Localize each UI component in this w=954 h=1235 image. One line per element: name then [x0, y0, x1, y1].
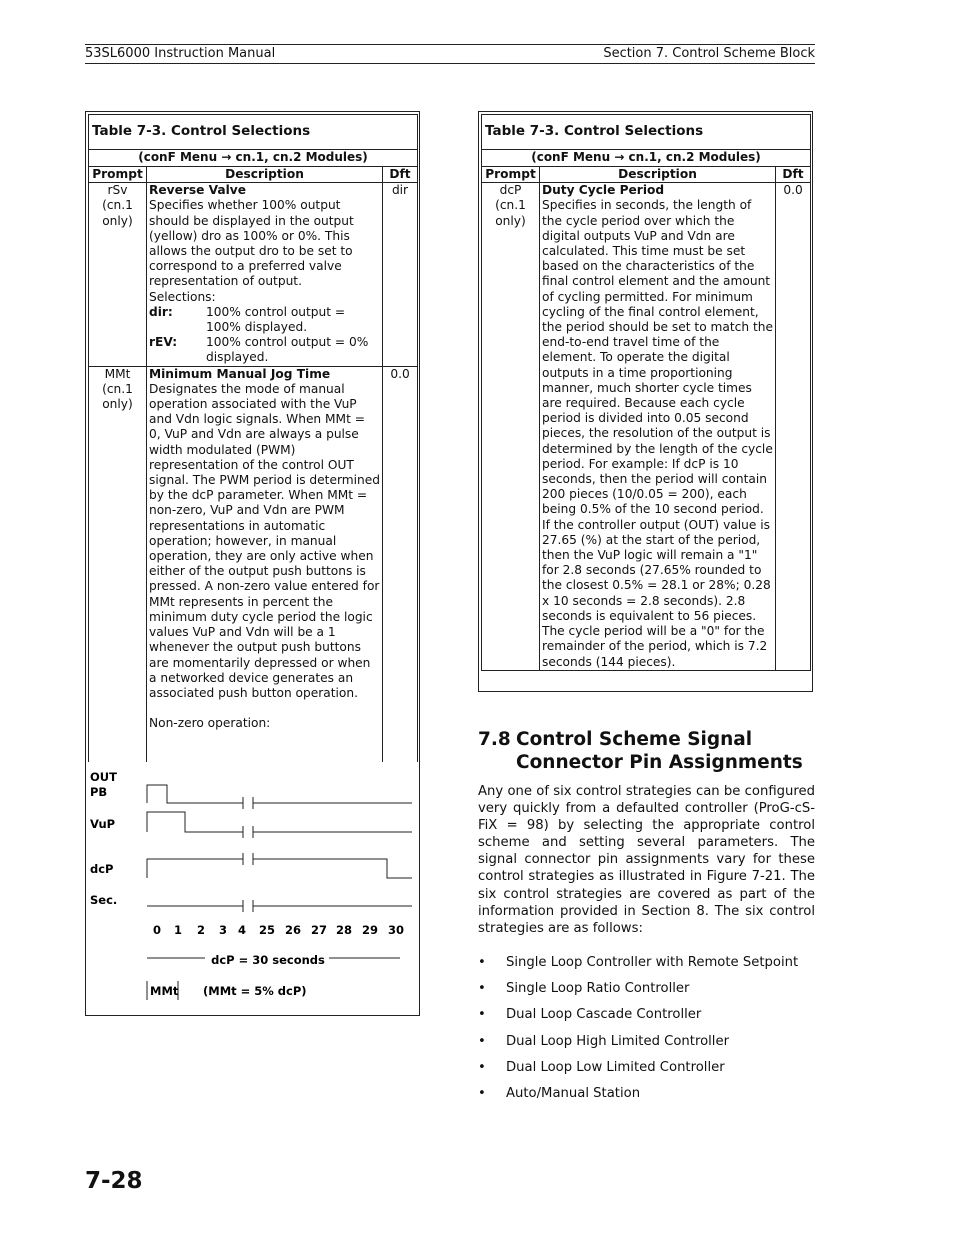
left-control-table — [88, 114, 418, 762]
label-dcp: dcP — [90, 862, 114, 876]
mmt-caption: (MMt = 5% dcP) — [203, 984, 307, 998]
col-header-description: Description — [147, 167, 383, 183]
vup-waveform — [147, 812, 243, 832]
description-cell — [147, 183, 383, 366]
tick-label: 1 — [173, 923, 183, 937]
default-cell: dir — [383, 183, 418, 366]
table-subtitle: (conF Menu → cn.1, cn.2 Modules) — [89, 150, 418, 167]
tick-label: 0 — [152, 923, 162, 937]
timing-diagram — [85, 767, 420, 1016]
label-vup: VuP — [90, 817, 116, 831]
tick-label: 29 — [361, 923, 379, 937]
table-title: Table 7-3. Control Selections — [482, 115, 811, 150]
row-text: Specifies whether 100% output should be displayed in the output (yellow) dro as 100% or 0%. This allows the output dro to be set to correspond to a preferred valve representation of output. — [149, 198, 354, 289]
section-title: Section 7. Control Scheme Block — [603, 46, 815, 61]
tick-label: 3 — [218, 923, 228, 937]
col-header-dft: Dft — [776, 167, 811, 183]
default-cell: 0.0 — [776, 183, 811, 671]
col-header-description: Description — [540, 167, 776, 183]
row-heading: Reverse Valve — [149, 183, 247, 198]
mmt-label: MMt — [150, 984, 179, 998]
section-paragraph: Any one of six control strategies can be configured very quickly from a defaulted controller (ProG-cS-FiX = 98) by selecting the appropriate control scheme and setting several parameters. The signal connector pin assignments vary for these control strategies as illustrated in Figure 7-21. The six control strategies are covered as part of the information provided in Section 8. The six control strategies are as follows: — [478, 784, 815, 936]
list-item: • Dual Loop Cascade Controller — [478, 1007, 818, 1033]
tick-label: 30 — [387, 923, 405, 937]
row-heading: Duty Cycle Period — [542, 183, 665, 198]
row-text: Designates the mode of manual operation associated with the VuP and Vdn logic signals. When MMt = 0, VuP and Vdn are always a pulse width modulated (PWM) representation of the control OUT signal. The PWM period is determined by the dcP parameter. When MMt = non-zero, VuP and Vdn are PWM representations in automatic operation; however, in manual operation, they are only active when either of the output push buttons is pressed. A non-zero value entered for MMt represents in percent the minimum duty cycle period the logic values VuP and Vdn will be a 1 whenever the output push buttons are momentarily depressed or when a networked device generates an associated push button operation. — [149, 381, 380, 700]
prompt-cell: MMt (cn.1 only) — [89, 366, 147, 762]
default-cell: 0.0 — [383, 366, 418, 762]
row-text-2: Non-zero operation: — [149, 716, 271, 731]
section-title-line2: Connector Pin Assignments — [516, 752, 803, 773]
list-item: • Dual Loop Low Limited Controller — [478, 1060, 818, 1086]
label-pb: PB — [90, 785, 108, 799]
col-header-dft: Dft — [383, 167, 418, 183]
dcp-waveform — [147, 859, 243, 878]
selection-rev: rEV: 100% control output = 0% displayed. — [149, 335, 369, 365]
list-item: • Single Loop Ratio Controller — [478, 981, 818, 1007]
label-out: OUT — [90, 770, 117, 784]
tick-label: 28 — [335, 923, 353, 937]
running-header — [85, 44, 815, 64]
section-title-line1: Control Scheme Signal — [516, 729, 753, 750]
right-control-table — [481, 114, 811, 671]
description-cell — [147, 366, 383, 762]
tick-label: 26 — [284, 923, 302, 937]
page-number: 7-28 — [85, 1168, 143, 1194]
label-sec: Sec. — [90, 893, 118, 907]
table-row-mmt — [89, 366, 418, 762]
dcp-waveform-tail — [253, 859, 412, 878]
selections-label: Selections: — [149, 289, 216, 304]
pb-waveform — [147, 785, 243, 803]
strategy-list — [478, 955, 818, 1112]
row-text: Specifies in seconds, the length of the cycle period over which the digital outputs VuP and Vdn are calculated. This time must be set based on the characteristics of the final control element and the amount of cycling permitted. For minimum cycling of the final control element, the period should be set to match the end-to-end travel time of the element. To operate the digital outputs in a time proportioning manner, much shorter cycle times are required. Because each cycle period is divided into 0.05 second pieces, the resolution of the output is determined by the length of the cycle period. For example: If dcP is 10 seconds, then the period will contain 200 pieces (10/0.05 = 200), each being 0.5% of the 10 second period. If the controller output (OUT) value is 27.65 (%) at the start of the period, then the VuP logic will remain a "1" for 2.8 seconds (27.65% rounded to the closest 0.5% = 28.1 or 28%; 0.28 x 10 seconds = 2.8 seconds). 2.8 seconds is equivalent to 56 pieces. The cycle period will be a "0" for the remainder of the period, which is 7.2 seconds (144 pieces). — [542, 198, 773, 669]
col-header-prompt: Prompt — [482, 167, 540, 183]
prompt-cell: dcP (cn.1 only) — [482, 183, 540, 671]
tick-label: 27 — [310, 923, 328, 937]
dcp-caption: dcP = 30 seconds — [211, 953, 325, 967]
table-row-dcp — [482, 183, 811, 671]
table-subtitle: (conF Menu → cn.1, cn.2 Modules) — [482, 150, 811, 167]
col-header-prompt: Prompt — [89, 167, 147, 183]
list-item: • Single Loop Controller with Remote Setpoint — [478, 955, 818, 981]
selection-dir: dir: 100% control output = 100% displayed. — [149, 304, 346, 335]
tick-label: 25 — [258, 923, 276, 937]
right-table-frame — [478, 111, 813, 692]
section-heading — [478, 728, 818, 774]
description-cell — [540, 183, 776, 671]
timing-diagram-svg — [85, 767, 420, 1016]
row-heading: Minimum Manual Jog Time — [149, 366, 331, 381]
prompt-cell: rSv (cn.1 only) — [89, 183, 147, 366]
list-item: • Auto/Manual Station — [478, 1086, 818, 1112]
section-number: 7.8 — [478, 729, 511, 750]
table-title: Table 7-3. Control Selections — [89, 115, 418, 150]
table-row-rsv — [89, 183, 418, 366]
tick-label: 4 — [237, 923, 247, 937]
tick-label: 2 — [196, 923, 206, 937]
manual-title: 53SL6000 Instruction Manual — [85, 46, 276, 61]
list-item: • Dual Loop High Limited Controller — [478, 1034, 818, 1060]
